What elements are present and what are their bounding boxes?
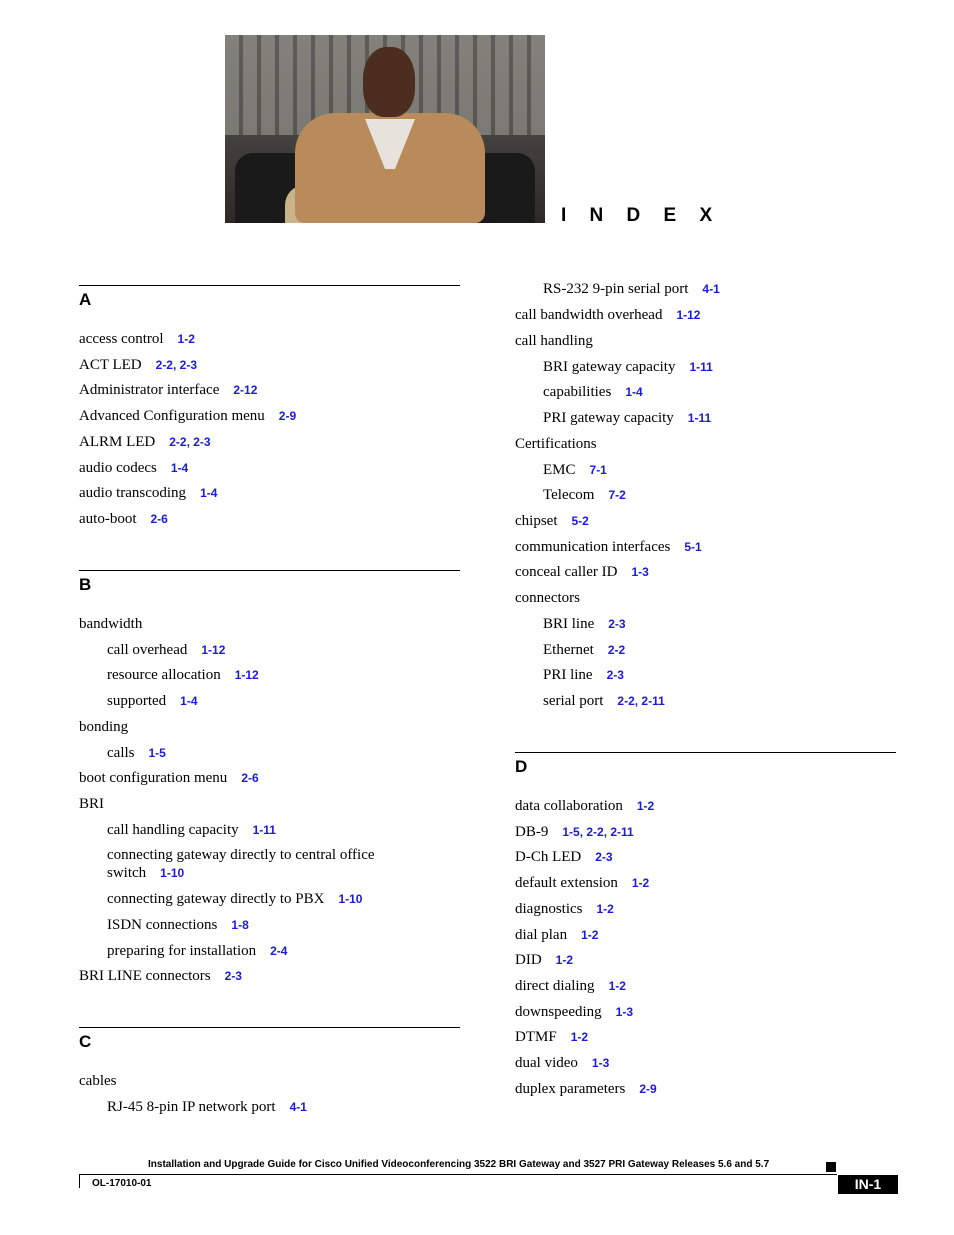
- index-subentry: RJ-45 8-pin IP network port 4-1: [107, 1099, 307, 1115]
- index-subentry: connecting gateway directly to central office switch 1-10: [107, 847, 375, 881]
- page-ref-link[interactable]: 5-1: [684, 540, 702, 554]
- index-entry: conceal caller ID 1-3: [515, 564, 649, 580]
- index-entry: cables: [79, 1073, 117, 1089]
- index-subentry: connecting gateway directly to PBX 1-10: [107, 891, 363, 907]
- index-entry: DB-9 1-5, 2-2, 2-11: [515, 824, 634, 840]
- page-ref-link[interactable]: 1-12: [234, 668, 259, 682]
- page-ref-link[interactable]: 1-3: [615, 1005, 633, 1019]
- page-ref-link[interactable]: 1-2: [177, 332, 195, 346]
- page-title: I N D E X: [561, 205, 722, 226]
- index-entry: chipset 5-2: [515, 513, 589, 529]
- page-ref-link[interactable]: 1-2: [631, 876, 650, 890]
- index-entry: data collaboration 1-2: [515, 798, 655, 814]
- index-subentry: RS-232 9-pin serial port 4-1: [543, 281, 720, 297]
- index-entry: default extension 1-2: [515, 875, 650, 891]
- footer-tick: [79, 1174, 80, 1188]
- index-entry: dial plan 1-2: [515, 927, 599, 943]
- section-letter: C: [79, 1032, 92, 1051]
- index-entry: boot configuration menu 2-6: [79, 770, 259, 786]
- page-ref-link[interactable]: 1-4: [200, 486, 218, 500]
- page-ref-link[interactable]: 2-6: [150, 512, 168, 526]
- index-subentry: EMC 7-1: [543, 462, 607, 478]
- page-number-badge: IN-1: [838, 1175, 898, 1194]
- index-entry: communication interfaces 5-1: [515, 539, 702, 555]
- index-subentry: serial port 2-2, 2-11: [543, 693, 665, 709]
- page-ref-link[interactable]: 1-4: [625, 385, 643, 399]
- footer-doc-number: OL-17010-01: [92, 1178, 152, 1189]
- page-ref-link[interactable]: 2-2, 2-11: [617, 694, 665, 708]
- index-entry: Advanced Configuration menu 2-9: [79, 408, 297, 424]
- page-ref-link[interactable]: 1-10: [338, 892, 363, 906]
- index-entry: ALRM LED 2-2, 2-3: [79, 434, 211, 450]
- page-ref-link[interactable]: 7-2: [608, 488, 626, 502]
- page-ref-link[interactable]: 1-4: [170, 461, 189, 475]
- footer-square-icon: [826, 1162, 836, 1172]
- page-ref-link[interactable]: 1-10: [160, 866, 185, 880]
- page-ref-link[interactable]: 2-6: [241, 771, 259, 785]
- index-entry: BRI: [79, 796, 105, 812]
- index-entry: access control 1-2: [79, 331, 195, 347]
- section-letter: B: [79, 575, 92, 594]
- index-entry: connectors: [515, 590, 580, 606]
- page-ref-link[interactable]: 1-11: [252, 823, 276, 837]
- page-ref-link[interactable]: 1-2: [636, 799, 655, 813]
- section-header-b: [79, 570, 460, 594]
- page-ref-link[interactable]: 1-11: [687, 411, 712, 425]
- index-subentry: supported 1-4: [107, 693, 198, 709]
- index-entry: audio transcoding 1-4: [79, 485, 218, 501]
- index-entry: BRI LINE connectors 2-3: [79, 968, 242, 984]
- page-ref-link[interactable]: 1-3: [591, 1056, 610, 1070]
- index-entry: duplex parameters 2-9: [515, 1081, 657, 1097]
- index-subentry: calls 1-5: [107, 745, 166, 761]
- footer-divider: [79, 1174, 837, 1175]
- index-subentry: Telecom 7-2: [543, 487, 626, 503]
- index-subentry: call overhead 1-12: [107, 642, 226, 658]
- index-entry: dual video 1-3: [515, 1055, 610, 1071]
- page-ref-link[interactable]: 2-9: [278, 409, 297, 423]
- page-ref-link[interactable]: 1-11: [689, 360, 713, 374]
- page-ref-link[interactable]: 1-5, 2-2, 2-11: [562, 825, 634, 839]
- page-ref-link[interactable]: 2-3: [606, 668, 624, 682]
- section-header-a: [79, 285, 460, 309]
- section-header-c: [79, 1027, 460, 1051]
- index-entry: ACT LED 2-2, 2-3: [79, 357, 197, 373]
- page-ref-link[interactable]: 1-2: [570, 1030, 589, 1044]
- index-entry: D-Ch LED 2-3: [515, 849, 613, 865]
- index-entry: audio codecs 1-4: [79, 460, 189, 476]
- index-entry: Certifications: [515, 436, 597, 452]
- page-ref-link[interactable]: 1-2: [596, 902, 614, 916]
- index-subentry: capabilities 1-4: [543, 384, 643, 400]
- page-ref-link[interactable]: 7-1: [589, 463, 607, 477]
- page-ref-link[interactable]: 2-2, 2-3: [169, 435, 211, 449]
- page-ref-link[interactable]: 1-12: [676, 308, 701, 322]
- page-ref-link[interactable]: 2-12: [233, 383, 258, 397]
- index-entry: direct dialing 1-2: [515, 978, 626, 994]
- index-entry: diagnostics 1-2: [515, 901, 614, 917]
- page-ref-link[interactable]: 2-2, 2-3: [155, 358, 197, 372]
- page-ref-link[interactable]: 2-3: [224, 969, 242, 983]
- index-subentry: BRI gateway capacity 1-11: [543, 359, 713, 375]
- page-ref-link[interactable]: 1-5: [148, 746, 166, 760]
- page-ref-link[interactable]: 2-4: [270, 944, 288, 958]
- page-ref-link[interactable]: 1-2: [555, 953, 574, 967]
- section-header-d: [515, 752, 896, 776]
- page-ref-link[interactable]: 2-9: [639, 1082, 657, 1096]
- index-subentry: PRI gateway capacity 1-11: [543, 410, 712, 426]
- page-ref-link[interactable]: 2-3: [608, 617, 626, 631]
- page-ref-link[interactable]: 1-2: [581, 928, 599, 942]
- index-entry: bonding: [79, 719, 129, 735]
- page-ref-link[interactable]: 5-2: [571, 514, 589, 528]
- page-ref-link[interactable]: 4-1: [702, 282, 720, 296]
- index-subentry: resource allocation 1-12: [107, 667, 259, 683]
- header-photo: [225, 35, 545, 223]
- index-subentry: preparing for installation 2-4: [107, 943, 288, 959]
- index-entry: Administrator interface 2-12: [79, 382, 258, 398]
- index-entry: call handling: [515, 333, 593, 349]
- footer-doc-title: Installation and Upgrade Guide for Cisco Unified Videoconferencing 3522 BRI Gateway and 3527 PRI Gateway Releases 5.6 and 5.7: [148, 1159, 770, 1170]
- index-entry: call bandwidth overhead 1-12: [515, 307, 701, 323]
- page-ref-link[interactable]: 4-1: [289, 1100, 307, 1114]
- page-ref-link[interactable]: 2-2: [607, 643, 626, 657]
- index-entry: DID 1-2: [515, 952, 574, 968]
- page-ref-link[interactable]: 1-12: [201, 643, 226, 657]
- page-ref-link[interactable]: 1-2: [608, 979, 626, 993]
- index-subentry: call handling capacity 1-11: [107, 822, 276, 838]
- index-entry: bandwidth: [79, 616, 143, 632]
- index-entry: downspeeding 1-3: [515, 1004, 633, 1020]
- page-ref-link[interactable]: 1-3: [631, 565, 649, 579]
- page-ref-link[interactable]: 2-3: [595, 850, 613, 864]
- section-letter: A: [79, 290, 92, 309]
- section-letter: D: [515, 757, 528, 776]
- index-subentry: BRI line 2-3: [543, 616, 626, 632]
- index-subentry: PRI line 2-3: [543, 667, 624, 683]
- index-entry: auto-boot 2-6: [79, 511, 168, 527]
- index-subentry: Ethernet 2-2: [543, 642, 626, 658]
- index-subentry: ISDN connections 1-8: [107, 917, 249, 933]
- page-ref-link[interactable]: 1-4: [180, 694, 198, 708]
- index-entry: DTMF 1-2: [515, 1029, 589, 1045]
- page-ref-link[interactable]: 1-8: [231, 918, 249, 932]
